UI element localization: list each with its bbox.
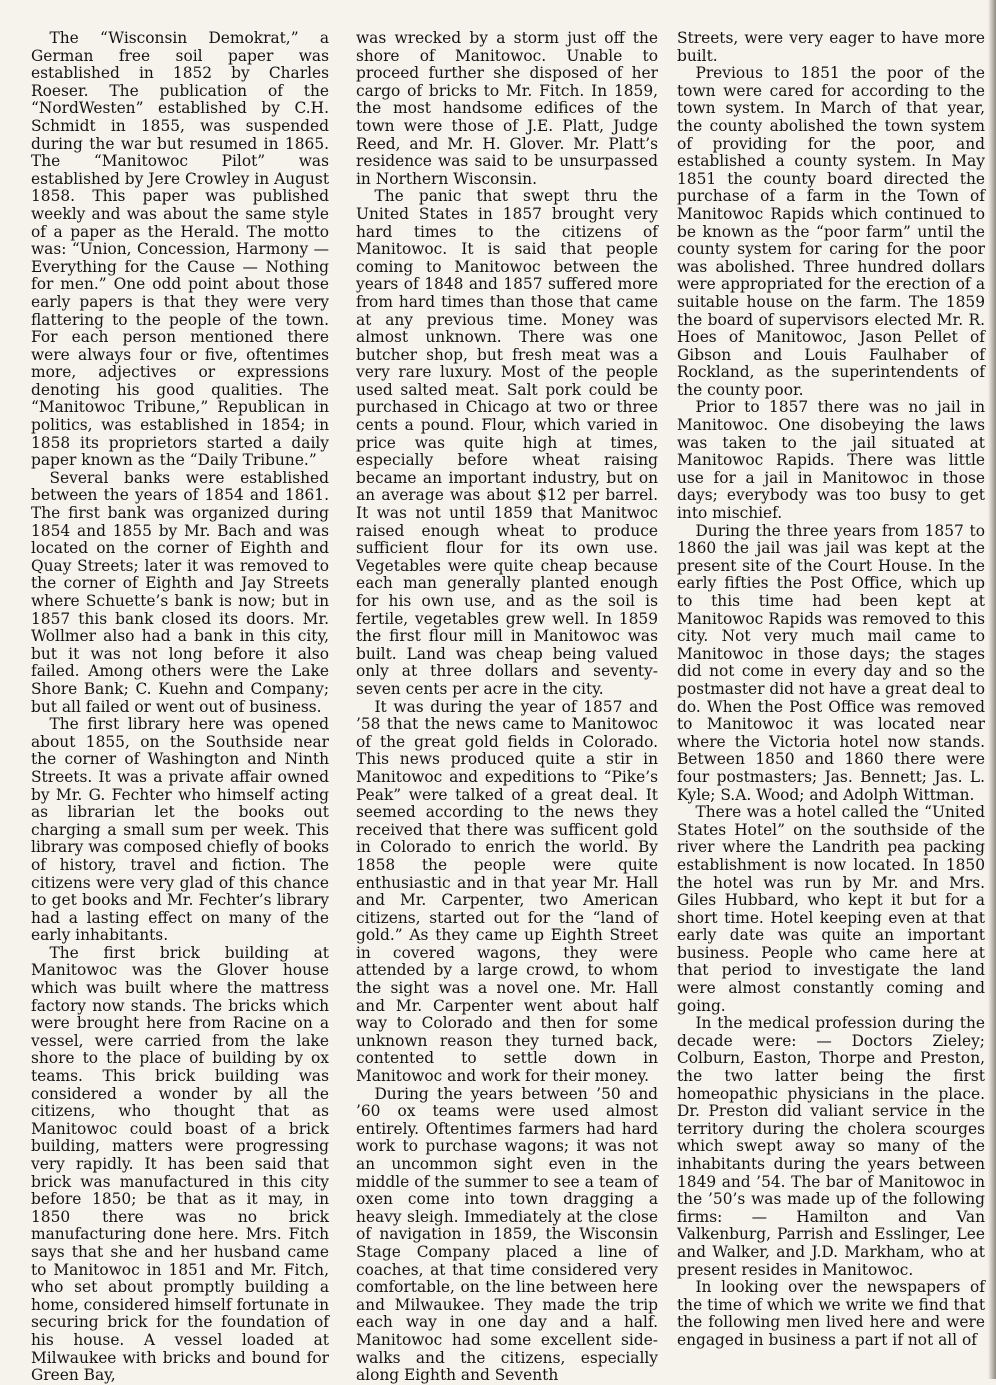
paragraph: The first library here was opened about 1855, on the Southside near the corner of Washington and Ninth Streets. It was a private affair owned by Mr. G. Fechter who himself acting as librarian let the books out charging a small sum per week. This library was composed chiefly of books of history, travel and fiction. The citizens were very glad of this chance to get books and Mr. Fechter’s library had a lasting effect on many of the early inhabitants. [31, 715, 329, 945]
text-column-1 [31, 29, 329, 1385]
text-column-2 [356, 29, 658, 1385]
text-column-3 [677, 30, 985, 1375]
paragraph: In looking over the newspapers of the time of which we write we find that the following men lived here and were engaged in business a part if not all of [677, 1278, 985, 1349]
paragraph: During the three years from 1857 to 1860 the jail was jail was kept at the present site of the Court House. In the early fifties the Post Office, which up to this time had been kept at Manitowoc Rapids was removed to this city. Not very much mail came to Manitowoc in those days; the stages did not come in every day and so the postmaster did not have a great deal to do. When the Post Office was removed to Manitowoc it was located near where the Victoria hotel now stands. Between 1850 and 1860 there were four postmasters; Jas. Bennett; Jas. L. Kyle; S.A. Wood; and Adolph Wittman. [677, 521, 986, 804]
paragraph: The panic that swept thru the United States in 1857 brought very hard times to the citizens of Manitowoc. It is said that people coming to Manitowoc between the years of 1848 and 1857 suffered more from hard times than those that came at any previous time. Money was almost unknown. There was one butcher shop, but fresh meat was a very rare luxury. Most of the people used salted meat. Salt pork could be purchased in Chicago at two or three cents a pound. Flour, which varied in price was quite high at times, especially before wheat raising became an important industry, but on an average was about $12 per barrel. It was not until 1859 that Manitwoc raised enough wheat to produce sufficient flour for its own use. Vegetables were quite cheap because each man generally planted enough for his own use, and as the soil is fertile, vegetables grew well. In 1859 the first flour mill in Manitowoc was built. Land was cheap being valued only at three dollars and seventy-seven cents per acre in the city. [356, 187, 658, 698]
paragraph: During the years between ’50 and ’60 ox teams were used almost entirely. Oftentimes farmers had hard work to purchase wagons; it was not an uncommon sight even in the middle of the summer to see a team of oxen come into town dragging a heavy sleigh. Immediately at the close of navigation in 1859, the Wisconsin Stage Company placed a line of coaches, at that time considered very comfortable, on the line between here and Milwaukee. They made the trip each way in one day and a half. Manitowoc had some excellent side-walks and the citizens, especially along Eighth and Seventh [356, 1084, 658, 1385]
page-edge-shadow [988, 0, 996, 1379]
paragraph: Prior to 1857 there was no jail in Manitowoc. One disobeying the laws was taken to the jail situated at Manitowoc Rapids. There was little use for a jail in Manitowoc in those days; everybody was too busy to get into mischief. [677, 398, 985, 523]
paragraph: In the medical profession during the decade were: — Doctors Zieley; Colburn, Easton, Thorpe and Preston, the two latter being the first homeopathic physicians in the place. Dr. Preston did valiant service in the territory during the cholera scourges which swept away so many of the inhabitants during the years between 1849 and ’54. The bar of Manitowoc in the ’50’s was made up of the following firms: — Hamilton and Van Valkenburg, Parrish and Esslinger, Lee and Walker, and J.D. Markham, who at present resides in Manitowoc. [677, 1014, 985, 1279]
paragraph: There was a hotel called the “United States Hotel” on the southside of the river where the Landrith pea packing establishment is now located. In 1850 the hotel was run by Mr. and Mrs. Giles Hubbard, who kept it but for a short time. Hotel keeping even at that early date was quite an important business. People who came here at that period to investigate the land were almost constantly coming and going. [677, 803, 985, 1015]
paragraph-continued: was wrecked by a storm just off the shore of Manitowoc. Unable to proceed further she disposed of her cargo of bricks to Mr. Fitch. In 1859, the most handsome edifices of the town were those of J.E. Platt, Judge Reed, and Mr. H. Glover. Mr. Platt’s residence was said to be unsurpassed in Northern Wisconsin. [356, 29, 658, 188]
paragraph: The “Wisconsin Demokrat,” a German free soil paper was established in 1852 by Charles Roeser. The publication of the “NordWesten” established by C.H. Schmidt in 1855, was suspended during the war but resumed in 1865. The “Manitowoc Pilot” was established by Jere Crowley in August 1858. This paper was published weekly and was about the same style of a paper as the Herald. The motto was: “Union, Concession, Harmony — Everything for the Cause — Nothing for men.” One odd point about those early papers is that they were very flattering to the people of the town. For each person mentioned there were always four or five, oftentimes more, adjectives or expressions denoting his good qualities. The “Manitowoc Tribune,” Republican in politics, was established in 1854; in 1858 its proprietors started a daily paper known as the “Daily Tribune.” [31, 29, 329, 470]
paragraph: Previous to 1851 the poor of the town were cared for according to the town system. In March of that year, the county abolished the town system of providing for the poor, and established a county system. In May 1851 the county board directed the purchase of a farm in the Town of Manitowoc Rapids which continued to be known as the “poor farm” until the county system for caring for the poor was abolished. Three hundred dollars were appropriated for the erection of a suitable house on the farm. The 1859 the board of supervisors elected Mr. R. Hoes of Manitowoc, Jason Pellet of Gibson and Louis Faulhaber of Rockland, as the superintendents of the county poor. [677, 64, 985, 399]
paragraph: Several banks were established between the years of 1854 and 1861. The first bank was organized during 1854 and 1855 by Mr. Bach and was located on the corner of Eighth and Quay Streets; later it was removed to the corner of Eighth and Jay Streets where Schuette’s bank is now; but in 1857 this bank closed its doors. Mr. Wollmer also had a bank in this city, but it was not long before it also failed. Among others were the Lake Shore Bank; C. Kuehn and Company; but all failed or went out of business. [31, 468, 329, 716]
paragraph-continued: Streets, were very eager to have more built. [677, 29, 985, 65]
paragraph: It was during the year of 1857 and ’58 that the news came to Manitowoc of the great gold fields in Colorado. This news produced quite a stir in Manitowoc and expeditions to “Pike’s Peak” were talked of a great deal. It seemed according to the news they received that there was sufficent gold in Colorado to enrich the world. By 1858 the people were quite enthusiastic and in that year Mr. Hall and Mr. Carpenter, two American citizens, started out for the “land of gold.” As they came up Eighth Street in covered wagons, they were attended by a large crowd, to whom the sight was a novel one. Mr. Hall and Mr. Carpenter went about half way to Colorado and then for some unknown reason they turned back, contented to settle down in Manitowoc and work for their money. [356, 697, 658, 1086]
paragraph: The first brick building at Manitowoc was the Glover house which was built where the mattress factory now stands. The bricks which were brought here from Racine on a vessel, were carried from the lake shore to the place of building by ox teams. This brick building was considered a wonder by all the citizens, who thought that as Manitowoc could boast of a brick building, matters were progressing very rapidly. It has been said that brick was manufactured in this city before 1850; be that as it may, in 1850 there was no brick manufacturing done here. Mrs. Fitch says that she and her husband came to Manitowoc in 1851 and Mr. Fitch, who set about promptly building a home, considered himself fortunate in securing brick for the foundation of his house. A vessel loaded at Milwaukee with bricks and bound for Green Bay, [31, 943, 329, 1385]
